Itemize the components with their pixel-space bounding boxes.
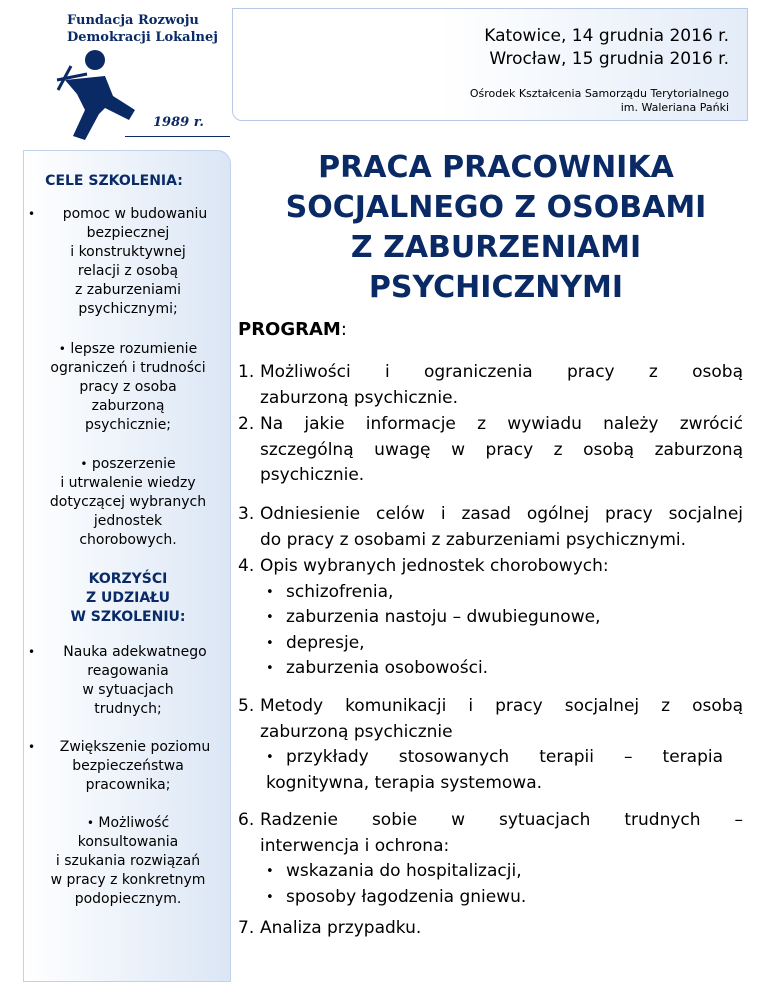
benefit-line: i szukania rozwiązań — [55, 853, 201, 869]
goal-line: chorobowych. — [79, 532, 177, 548]
benefit-line-text: Możliwość — [98, 815, 170, 831]
bullet-icon: • — [266, 889, 274, 905]
item-line: Na jakie informacje z wywiadu należy zwrócić — [260, 414, 743, 434]
sub-item — [238, 580, 743, 606]
benefit-line: bezpieczeństwa — [72, 758, 184, 774]
goal-line: zaburzoną — [91, 398, 165, 414]
benefits-heading-line: KORZYŚCI — [88, 571, 168, 587]
sidebar — [23, 150, 231, 982]
item-line: Metody komunikacji i pracy socjalnej z osobą — [260, 696, 743, 716]
item-line: szczególną uwagę w pracy z osobą zaburzoną — [260, 439, 743, 460]
item-line: Odniesienie celów i zasad ogólnej pracy socjalnej — [260, 504, 743, 524]
goal-item — [24, 340, 232, 435]
goal-line: pomoc w budowaniu — [62, 206, 208, 222]
program-item — [238, 412, 743, 489]
item-line: do pracy z osobami z zaburzeniami psychicznymi. — [260, 529, 687, 550]
sub-item — [238, 885, 743, 911]
title-line: SOCJALNEGO Z OSOBAMI — [285, 190, 707, 225]
logo-name-line-2: Demokracji Lokalnej — [67, 30, 218, 45]
title-line: PRACA PRACOWNIKA — [318, 150, 674, 185]
organizer — [470, 87, 729, 115]
goal-line — [24, 455, 232, 474]
sub-item-text: sposoby łagodzenia gniewu. — [286, 886, 527, 907]
item-number: 5. — [238, 696, 255, 716]
item-line: psychicznie. — [260, 465, 365, 485]
bullet-icon: • — [266, 584, 274, 600]
item-line: zaburzoną psychicznie. — [260, 387, 458, 408]
item-number: 6. — [238, 810, 255, 830]
program-item — [238, 502, 743, 553]
bullet-icon: • — [58, 342, 66, 356]
benefits-heading-line: W SZKOLENIU: — [70, 609, 186, 625]
goal-line: relacji z osobą — [77, 263, 179, 279]
bullet-icon: • — [266, 864, 274, 879]
program-label — [238, 318, 347, 342]
title-line: PSYCHICZNYMI — [368, 270, 624, 305]
program-item — [238, 694, 743, 796]
title-line: Z ZABURZENIAMI — [350, 230, 642, 265]
logo-divider — [125, 136, 230, 137]
goal-line: jednostek — [93, 513, 163, 529]
sub-item-text: wskazania do hospitalizacji, — [286, 861, 522, 881]
benefit-item — [24, 738, 232, 795]
item-number: 7. — [238, 918, 255, 938]
bullet-icon: • — [86, 816, 94, 830]
item-number: 1. — [238, 362, 255, 382]
benefit-line: pracownika; — [85, 777, 171, 793]
goal-item — [24, 455, 232, 550]
item-line: Możliwości i ograniczenia pracy z osobą — [260, 362, 743, 382]
bullet-icon: • — [266, 750, 274, 765]
sub-item-text: schizofrenia, — [286, 581, 394, 602]
item-number: 4. — [238, 556, 255, 576]
program-label-colon: : — [340, 319, 347, 340]
item-line: Analiza przypadku. — [260, 918, 422, 938]
goal-line: psychicznie; — [84, 417, 172, 433]
goal-line: i konstruktywnej — [70, 244, 186, 260]
bullet-icon: • — [266, 610, 274, 625]
item-line: Radzenie sobie w sytuacjach trudnych – — [260, 810, 743, 830]
benefit-item — [24, 643, 232, 719]
bullet-icon: • — [28, 645, 36, 659]
program-item — [238, 916, 743, 942]
program-label-text: PROGRAM — [238, 319, 341, 340]
goal-line: z zaburzeniami — [74, 282, 182, 298]
benefits-heading-line: Z UDZIAŁU — [85, 590, 171, 606]
date-wroclaw: Wrocław, 15 grudnia 2016 r. — [489, 49, 729, 69]
goal-line: ograniczeń i trudności — [50, 360, 206, 376]
bullet-icon: • — [28, 207, 36, 221]
page-title — [238, 148, 754, 308]
item-number: 2. — [238, 414, 255, 434]
benefit-line — [24, 814, 232, 833]
program-item — [238, 360, 743, 411]
benefit-line: trudnych; — [94, 701, 162, 717]
goal-line: dotyczącej wybranych — [49, 494, 207, 510]
sub-item-text: depresje, — [286, 632, 365, 653]
running-figure-icon — [55, 50, 145, 142]
goal-item — [24, 205, 232, 319]
bullet-icon: • — [80, 457, 88, 471]
header-box — [232, 8, 748, 121]
event-dates — [484, 25, 729, 71]
bullet-icon: • — [28, 740, 36, 754]
organizer-line-1: Ośrodek Kształcenia Samorządu Terytorialnego — [469, 87, 729, 100]
sub-item-text: przykłady stosowanych terapii – terapia — [286, 747, 723, 767]
logo-year: 1989 r. — [153, 115, 204, 130]
logo-name — [67, 12, 227, 46]
bullet-icon: • — [266, 635, 274, 651]
program-item — [238, 808, 743, 910]
goal-line: i utrwalenie wiedzy — [60, 475, 196, 491]
item-line: Opis wybranych jednostek chorobowych: — [260, 556, 609, 576]
benefit-line: podopiecznym. — [74, 891, 182, 907]
sub-item — [238, 656, 743, 682]
sub-item-continuation: kognitywna, terapia systemowa. — [266, 772, 543, 793]
goals-heading: CELE SZKOLENIA: — [45, 173, 183, 189]
sub-item — [238, 745, 743, 771]
benefit-line: reagowania — [87, 663, 169, 679]
goal-line: bezpiecznej — [86, 225, 170, 241]
sub-item — [238, 631, 743, 657]
program-item — [238, 554, 743, 682]
item-line: interwencja i ochrona: — [260, 835, 450, 856]
goal-line: psychicznymi; — [78, 301, 178, 317]
goal-line — [24, 340, 232, 359]
goal-line-text: lepsze rozumienie — [70, 341, 198, 357]
benefit-item — [24, 814, 232, 909]
logo-name-line-1: Fundacja Rozwoju — [67, 13, 199, 28]
item-number: 3. — [238, 504, 255, 524]
item-line: zaburzoną psychicznie — [260, 721, 453, 742]
benefits-heading — [24, 570, 232, 627]
bullet-icon: • — [266, 661, 274, 676]
organizer-line-2: im. Waleriana Pańki — [620, 101, 729, 114]
benefit-line: w pracy z konkretnym — [50, 872, 206, 888]
foundation-logo — [55, 12, 230, 142]
benefit-line: Nauka adekwatnego — [63, 644, 207, 660]
sub-item-text: zaburzenia osobowości. — [286, 658, 489, 678]
benefit-line: w sytuacjach — [82, 682, 174, 698]
sub-item — [238, 605, 743, 631]
goal-line-text: poszerzenie — [91, 456, 176, 472]
benefit-line: konsultowania — [77, 834, 179, 850]
sub-item — [238, 859, 743, 885]
date-katowice: Katowice, 14 grudnia 2016 r. — [484, 26, 729, 46]
benefit-line: Zwiększenie poziomu — [59, 739, 211, 755]
sub-item-text: zaburzenia nastoju – dwubiegunowe, — [286, 607, 601, 627]
goal-line: pracy z osoba — [79, 379, 177, 395]
